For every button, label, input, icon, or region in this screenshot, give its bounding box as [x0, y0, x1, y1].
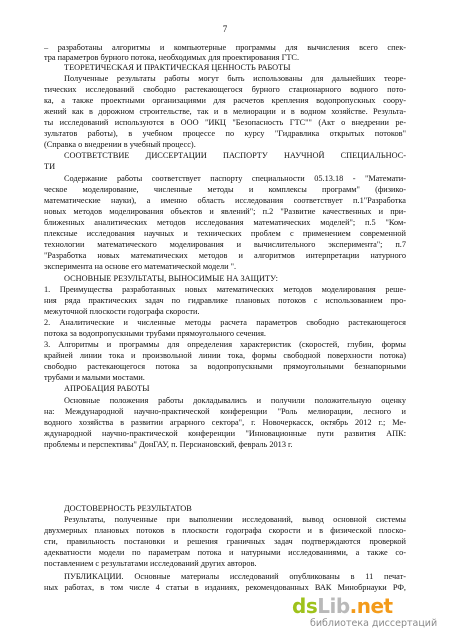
text-line: адекватности модели по параметрам потока и натурными исследованиями, а также со- — [44, 548, 406, 557]
text-line: – разработаны алгоритмы и компьютерные программы для вычисления всего спек- — [44, 43, 406, 52]
dslib-watermark — [292, 594, 442, 630]
text-line: ния ряда практических задач по гидравлике плановых потоков с использованием про- — [44, 296, 406, 305]
text-line: Результаты, полученные при выполнении исследований, вывод основной системы — [64, 515, 406, 524]
text-line: ждународной научно-практической конференции "Инновационные пути развития АПК: — [44, 429, 406, 438]
text-line: ка, а также проектными организациями для расчетов крепления водопропускных соору- — [44, 96, 406, 105]
dslib-logo: dsLib.net — [292, 594, 393, 618]
text-line: 2. Аналитические и численные методы расчета параметров свободно растекающегося — [44, 318, 406, 327]
text-line: сти, правильность постановки и решения граничных задач подтверждаются проверкой — [44, 537, 406, 546]
text-line: поставлением с результатами исследований других авторов. — [44, 559, 257, 568]
text-line: новых методов моделирования объектов и явлений"; п.2 "Развитие качественных и при- — [44, 207, 406, 216]
text-line: межуточной плоскости годографа скорости. — [44, 307, 200, 316]
page-number: 7 — [222, 24, 228, 34]
text-line: крайней линии тока и произвольной линии тока, формы свободной поверхности потока) — [44, 351, 406, 360]
text-line: потока за водопропускными трубами прямоугольного сечения. — [44, 329, 266, 338]
text-line: тра параметров бурного потока, необходимых для проектирования ГТС. — [44, 53, 300, 62]
text-line: тических исследований свободно растекающегося бурного стационарного водного пото- — [44, 85, 406, 94]
text-line: зультатов работы), в учебном процессе по курсу "Гидравлика открытых потоков" — [44, 129, 406, 138]
text-line: свободно растекающегося потока за водопропускными прямоугольными безнапорными — [44, 362, 406, 371]
text-line: эксперимента на основе его математической модели ". — [44, 262, 237, 271]
text-line: ческое моделирование, численные методы и комплексы программ" (физико- — [44, 185, 406, 194]
section-heading: ТЕОРЕТИЧЕСКАЯ И ПРАКТИЧЕСКАЯ ЦЕННОСТЬ РАБОТЫ — [64, 63, 291, 72]
text-line: ты исследований используются в ООО "ИКЦ "Безопасность ГТС"" (Акт о внедрении ре- — [44, 118, 406, 127]
section-heading: ДОСТОВЕРНОСТЬ РЕЗУЛЬТАТОВ — [64, 504, 192, 513]
text-line: Основные положения работы докладывались и получили положительную оценку — [64, 396, 406, 405]
text-line: ближенных аналитических методов исследования математических моделей"; п.5 "Ком- — [44, 218, 406, 227]
text-line: Содержание работы соответствует паспорту специальности 05.13.18 - "Математи- — [64, 174, 406, 183]
text-line: (Справка о внедрении в учебный процесс). — [44, 140, 196, 149]
text-line: трубами и малыми мостами. — [44, 373, 145, 382]
text-line: технологии математического моделирования и вычислительного эксперимента"; п.7 — [44, 240, 406, 249]
section-heading: ТИ — [44, 162, 56, 171]
text-line: жений как в дорожном строительстве, так и в мелиорации и в водном хозяйстве. Результа- — [44, 107, 406, 116]
section-heading: СООТВЕТСТВИЕ ДИССЕРТАЦИИ ПАСПОРТУ НАУЧНОЙ СПЕЦИАЛЬНОС- — [64, 151, 406, 160]
text-line: 1. Преимущества разработанных новых математических методов моделирования реше- — [44, 285, 406, 294]
watermark-caption: библиотека диссертаций — [310, 618, 438, 629]
section-heading: ОСНОВНЫЕ РЕЗУЛЬТАТЫ, ВЫНОСИМЫЕ НА ЗАЩИТУ: — [64, 274, 278, 283]
text-line: ных работах, в том числе 4 статьи в изданиях, рекомендованных ВАК Минобрнауки РФ, — [44, 583, 406, 592]
text-line: "Разработка новых математических методов и алгоритмов интерпретации натурного — [44, 251, 406, 260]
text-line: на: Международной научно-практической конференции "Роль мелиорации, лесного и — [44, 407, 406, 416]
text-line: Полученные результаты работы могут быть использованы для дальнейших теоре- — [64, 74, 406, 83]
text-line: проблемы и перспективы" ДонГАУ, п. Персиановский, февраль 2013 г. — [44, 440, 293, 449]
text-line: математические науки), а именно область исследования соответствует п.1"Разработка — [44, 196, 406, 205]
section-heading: АПРОБАЦИЯ РАБОТЫ — [64, 384, 150, 393]
text-line: водного хозяйства в развитии аграрного сектора", г. Новочеркасск, октябрь 2012 г.; Ме- — [44, 418, 406, 427]
text-line: ПУБЛИКАЦИИ. Основные материалы исследований опубликованы в 11 печат- — [64, 572, 406, 581]
text-line: двухмерных плановых потоков в плоскости годографа скорости и в физической плоско- — [44, 526, 406, 535]
text-line: плексные исследования научных и технических проблем с применением современной — [44, 229, 406, 238]
text-line: 3. Алгоритмы и программы для определения характеристик (скоростей, глубин, формы — [44, 340, 406, 349]
